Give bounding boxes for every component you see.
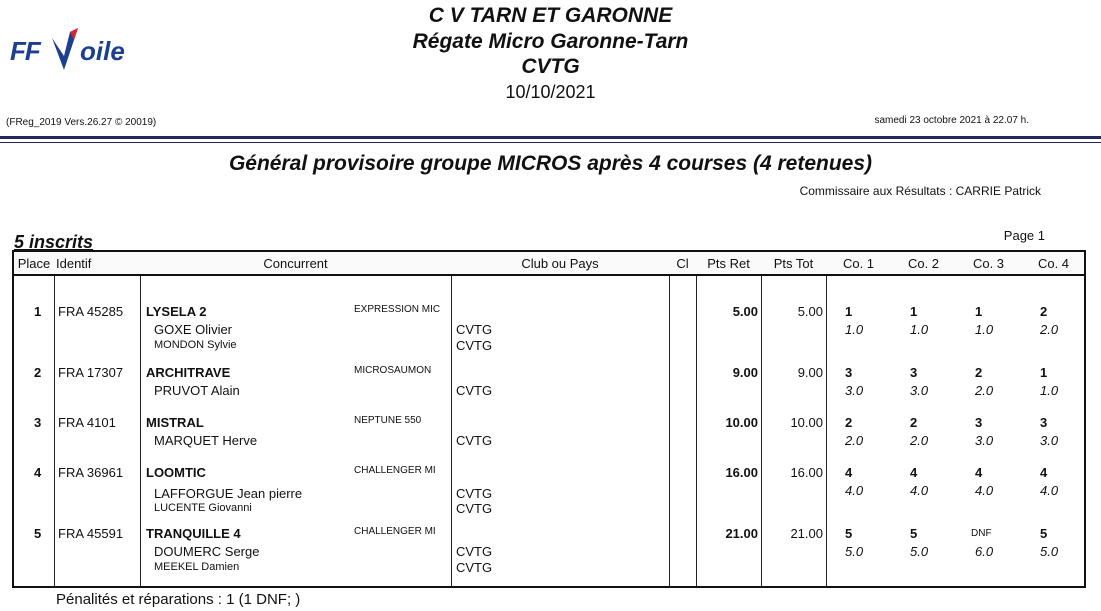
race-place: 3 (975, 415, 983, 430)
crew-club: CVTG (456, 501, 493, 516)
race-points: 1.0 (845, 322, 864, 337)
boat-name: LOOMTIC (146, 465, 206, 480)
results-title: Général provisoire groupe MICROS après 4 courses (4 retenues) (228, 152, 873, 175)
race-points: 3.0 (845, 383, 864, 398)
race-place: 2 (975, 365, 983, 380)
pts-ret: 5.00 (732, 304, 758, 319)
crew-club: CVTG (456, 338, 493, 353)
crew-name: PRUVOT Alain (154, 383, 240, 398)
regatta-date: 10/10/2021 (505, 82, 596, 102)
col-co2: Co. 2 (907, 256, 940, 271)
header-rule-thin (0, 142, 1101, 143)
pts-tot: 10.00 (790, 415, 823, 430)
crew-club: CVTG (456, 560, 493, 575)
race-place: 1 (910, 304, 918, 319)
sail-number: FRA 17307 (58, 365, 124, 380)
col-co4: Co. 4 (1037, 256, 1070, 271)
pts-tot: 5.00 (797, 304, 823, 319)
race-points: 2.0 (975, 383, 994, 398)
crew-club: CVTG (456, 433, 493, 448)
race-place: 4 (845, 465, 853, 480)
pts-ret: 10.00 (725, 415, 758, 430)
col-place: Place (17, 256, 51, 271)
race-place: 2 (1040, 304, 1048, 319)
crew-club: CVTG (456, 486, 493, 501)
boat-name: MISTRAL (146, 415, 204, 430)
race-points: 5.0 (845, 544, 864, 559)
pts-ret: 16.00 (725, 465, 758, 480)
crew-name: LUCENTE Giovanni (154, 502, 252, 514)
col-concurrent: Concurrent (263, 256, 328, 271)
crew-name: GOXE Olivier (154, 322, 233, 337)
sail-number: FRA 36961 (58, 465, 124, 480)
race-points: 1.0 (910, 322, 929, 337)
race-points: 5.0 (910, 544, 929, 559)
col-co3: Co. 3 (972, 256, 1005, 271)
pts-ret: 21.00 (725, 526, 758, 541)
race-points: 6.0 (975, 544, 994, 559)
race-place: 5 (910, 526, 918, 541)
race-points: 2.0 (845, 433, 864, 448)
pts-ret: 9.00 (732, 365, 758, 380)
col-pts-tot: Pts Tot (773, 256, 814, 271)
race-place: 1 (845, 304, 853, 319)
logo-voile-text: oile (80, 36, 125, 66)
race-place: 1 (1040, 365, 1048, 380)
commissaire: Commissaire aux Résultats : CARRIE Patrick (799, 184, 1041, 198)
race-place: 5 (845, 526, 853, 541)
race-place: 4 (975, 465, 983, 480)
header-rule (0, 136, 1101, 139)
race-points: 3.0 (1040, 433, 1059, 448)
place: 3 (34, 415, 42, 430)
sail-number: FRA 4101 (58, 415, 116, 430)
crew-club: CVTG (456, 322, 493, 337)
pts-tot: 9.00 (797, 365, 823, 380)
regatta-name: Régate Micro Garonne-Tarn (412, 30, 689, 53)
race-place: 5 (1040, 526, 1048, 541)
col-co1: Co. 1 (842, 256, 875, 271)
race-place: 3 (910, 365, 918, 380)
organizer: CVTG (521, 55, 580, 78)
page-number: Page 1 (1003, 228, 1045, 243)
boat-type: EXPRESSION MIC (354, 304, 441, 315)
race-place: DNF (971, 528, 992, 539)
table-header (14, 252, 1084, 276)
software-version: (FReg_2019 Vers.26.27 © 20019) (6, 117, 157, 128)
crew-name: LAFFORGUE Jean pierre (154, 486, 303, 501)
pts-tot: 16.00 (790, 465, 823, 480)
sail-number: FRA 45285 (58, 304, 124, 319)
race-points: 4.0 (845, 483, 864, 498)
pts-tot: 21.00 (790, 526, 823, 541)
crew-club: CVTG (456, 383, 493, 398)
race-points: 4.0 (910, 483, 929, 498)
club-name: C V TARN ET GARONNE (428, 4, 673, 27)
crew-name: DOUMERC Serge (154, 544, 260, 559)
boat-name: TRANQUILLE 4 (146, 526, 241, 541)
race-points: 2.0 (1040, 322, 1059, 337)
print-timestamp: samedi 23 octobre 2021 à 22.07 h. (874, 115, 1029, 126)
race-place: 3 (845, 365, 853, 380)
crew-name: MONDON Sylvie (154, 339, 237, 351)
race-points: 4.0 (1040, 483, 1059, 498)
race-place: 1 (975, 304, 983, 319)
race-place: 2 (845, 415, 853, 430)
place: 4 (34, 465, 42, 480)
penalties-summary: Pénalités et réparations : 1 (1 DNF; ) (56, 591, 301, 608)
boat-type: NEPTUNE 550 (354, 415, 422, 426)
place: 1 (34, 304, 42, 319)
race-points: 5.0 (1040, 544, 1059, 559)
col-pts-ret: Pts Ret (707, 256, 750, 271)
boat-name: LYSELA 2 (146, 304, 207, 319)
race-points: 3.0 (910, 383, 929, 398)
entries-count: 5 inscrits (14, 232, 94, 252)
crew-name: MARQUET Herve (154, 433, 258, 448)
boat-type: MICROSAUMON (354, 365, 432, 376)
race-place: 3 (1040, 415, 1048, 430)
race-points: 1.0 (1040, 383, 1059, 398)
race-place: 4 (910, 465, 918, 480)
race-points: 4.0 (975, 483, 994, 498)
race-points: 3.0 (975, 433, 994, 448)
col-cl: Cl (676, 256, 689, 271)
col-identif: Identif (56, 256, 92, 271)
boat-name: ARCHITRAVE (146, 365, 231, 380)
race-place: 2 (910, 415, 918, 430)
race-points: 1.0 (975, 322, 994, 337)
results-table (12, 250, 1086, 588)
col-club: Club ou Pays (521, 256, 599, 271)
crew-club: CVTG (456, 544, 493, 559)
crew-name: MEEKEL Damien (154, 561, 240, 573)
place: 2 (34, 365, 42, 380)
sail-number: FRA 45591 (58, 526, 124, 541)
race-points: 2.0 (910, 433, 929, 448)
boat-type: CHALLENGER MI (354, 526, 436, 537)
boat-type: CHALLENGER MI (354, 465, 436, 476)
logo-ff-text: FF (10, 36, 40, 66)
place: 5 (34, 526, 42, 541)
race-place: 4 (1040, 465, 1048, 480)
